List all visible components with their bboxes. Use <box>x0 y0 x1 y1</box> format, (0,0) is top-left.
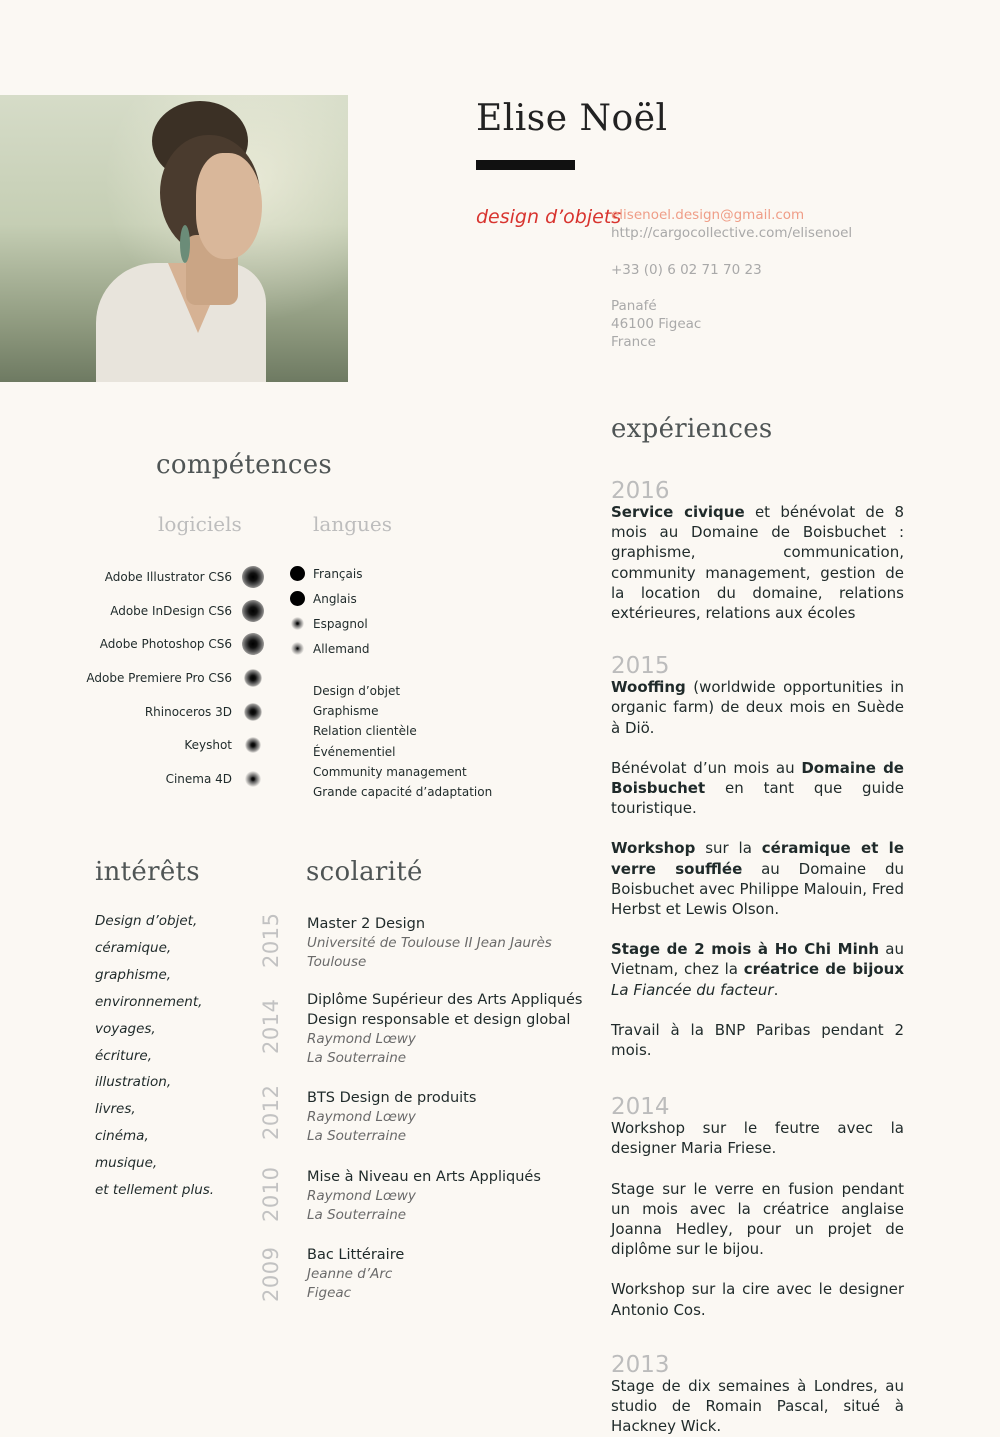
education-degree: Design responsable et design global <box>307 1012 571 1028</box>
experience-entry <box>611 677 904 738</box>
experience-year: 2014 <box>611 1094 670 1121</box>
skill-level-dot-icon <box>291 642 304 655</box>
entry-text: (worldwide opportunities in organic farm) de deux mois en Suède à Diö. <box>611 678 904 737</box>
highlight-text: Workshop <box>611 839 696 858</box>
software-label: Keyshot <box>184 738 232 753</box>
software-label: Adobe InDesign CS6 <box>110 603 232 618</box>
software-level <box>240 627 266 661</box>
education-degree: Bac Littéraire <box>307 1247 405 1263</box>
skill-level-dot-icon <box>291 617 304 630</box>
skill-level-dot-icon <box>242 566 264 588</box>
education-school: Université de Toulouse II Jean Jaurès <box>307 935 552 951</box>
education-year-label: 2010 <box>259 1166 283 1222</box>
education-school: Raymond Lœwy <box>307 1188 416 1204</box>
highlight-text: créatrice de bijoux <box>743 960 904 979</box>
language-level <box>288 566 306 581</box>
skill-item: Relation clientèle <box>313 724 417 739</box>
education-year-label: 2015 <box>259 912 283 968</box>
education-school: Jeanne d’Arc <box>307 1266 393 1282</box>
education-city: La Souterraine <box>307 1050 407 1066</box>
interest-item: illustration, <box>95 1074 172 1091</box>
language-item <box>288 586 370 611</box>
interest-item: cinéma, <box>95 1128 149 1145</box>
education-city: La Souterraine <box>307 1128 407 1144</box>
entry-text: La Fiancée du facteur <box>611 980 774 999</box>
photo-earring <box>180 225 190 263</box>
paragraph-spacer <box>611 818 904 838</box>
software-item <box>60 695 232 729</box>
highlight-text: Service civique <box>611 503 745 521</box>
language-label: Allemand <box>313 641 370 656</box>
software-item <box>60 594 232 628</box>
software-list <box>60 560 232 796</box>
profile-photo <box>0 95 348 382</box>
software-label: Adobe Illustrator CS6 <box>104 569 232 584</box>
entry-text: au Vietnam, chez la <box>611 940 904 979</box>
experience-year: 2016 <box>611 478 670 504</box>
skill-level-dot-icon <box>244 669 262 687</box>
email-link[interactable]: elisenoel.design@gmail.com <box>611 207 805 223</box>
entry-text: Stage de dix semaines à Londres, au studio de Romain Pascal, situé à Hackney Wick. <box>611 1376 904 1436</box>
language-level <box>288 617 306 630</box>
skill-level-dot-icon <box>290 591 305 606</box>
subsection-title-langues: langues <box>313 512 392 536</box>
job-title: design d’objets <box>476 206 622 228</box>
education-year-label: 2014 <box>259 998 283 1054</box>
contact-block <box>611 206 852 352</box>
skill-item: Événementiel <box>313 744 396 759</box>
section-title-scolarite: scolarité <box>306 857 423 887</box>
interest-item: voyages, <box>95 1020 156 1037</box>
skill-item: Design d’objet <box>313 684 401 698</box>
person-name: Elise Noël <box>476 98 668 139</box>
experience-entry <box>611 838 904 919</box>
software-level <box>240 695 266 729</box>
year-block-spacer <box>611 623 904 653</box>
skill-level-dot-icon <box>245 771 261 787</box>
experience-entry <box>611 1020 904 1060</box>
interest-item: écriture, <box>95 1047 153 1064</box>
interest-item: céramique, <box>95 939 172 956</box>
skill-item: Community management <box>313 764 467 779</box>
skill-level-dot-icon <box>242 600 264 622</box>
entry-text: Workshop sur la cire avec le designer Antonio Cos. <box>611 1280 904 1319</box>
software-level <box>240 762 266 796</box>
education-degree: Mise à Niveau en Arts Appliqués <box>307 1169 541 1185</box>
entry-text: Stage sur le verre en fusion pendant un mois avec la créatrice anglaise Joanna Hedley, pour un projet de diplôme sur le bijou. <box>611 1179 904 1259</box>
education-degree: Diplôme Supérieur des Arts Appliqués <box>307 992 583 1008</box>
address-line: Panafé <box>611 297 657 314</box>
website-link[interactable]: http://cargocollective.com/elisenoel <box>611 225 853 242</box>
entry-text: et bénévolat de 8 mois au Domaine de Boisbuchet : graphisme, communication, community management, gestion de la location du domaine, relations extérieures, relations aux écoles <box>611 503 904 623</box>
software-item <box>60 728 232 762</box>
skill-level-dot-icon <box>245 737 261 753</box>
section-title-competences: compétences <box>156 450 333 480</box>
experience-year: 2013 <box>611 1351 670 1378</box>
phone-number: +33 (0) 6 02 71 70 23 <box>611 261 762 278</box>
education-degree: BTS Design de produits <box>307 1090 477 1106</box>
year-block-spacer <box>611 1060 904 1094</box>
entry-text: Travail à la BNP Paribas pendant 2 mois. <box>611 1020 904 1060</box>
software-item <box>60 762 232 796</box>
interests-list <box>95 908 214 1204</box>
interest-item: livres, <box>95 1101 136 1118</box>
entry-text: sur la <box>695 839 762 858</box>
section-title-experiences: expériences <box>611 414 773 444</box>
education-year-label: 2009 <box>259 1246 283 1302</box>
skill-level-dot-icon <box>244 703 262 721</box>
year-block-spacer <box>611 1320 904 1352</box>
software-label: Cinema 4D <box>165 771 232 786</box>
software-level <box>240 560 266 594</box>
language-item <box>288 636 370 661</box>
education-item <box>307 1245 404 1303</box>
education-city: La Souterraine <box>307 1207 407 1223</box>
language-item <box>288 611 370 636</box>
soft-skills-list <box>313 681 492 802</box>
experience-entry <box>611 939 904 1000</box>
software-item <box>60 560 232 594</box>
paragraph-spacer <box>611 1259 904 1279</box>
software-level-dots <box>240 560 266 796</box>
software-level <box>240 594 266 628</box>
paragraph-spacer <box>611 919 904 939</box>
education-item <box>307 1088 476 1146</box>
interest-item: graphisme, <box>95 966 172 983</box>
education-item <box>307 914 552 972</box>
skill-level-dot-icon <box>290 566 305 581</box>
software-item <box>60 627 232 661</box>
education-degree: Master 2 Design <box>307 916 426 932</box>
education-school: Raymond Lœwy <box>307 1031 416 1047</box>
skill-level-dot-icon <box>242 633 264 655</box>
interest-item: musique, <box>95 1155 158 1172</box>
language-level <box>288 591 306 606</box>
address-line: France <box>611 334 656 351</box>
interest-item: Design d’objet, <box>95 913 198 929</box>
software-label: Rhinoceros 3D <box>144 704 232 719</box>
software-level <box>240 728 266 762</box>
software-level <box>240 661 266 695</box>
highlight-text: Wooffing <box>611 678 686 697</box>
experience-year: 2015 <box>611 653 670 680</box>
experience-entry <box>611 1376 904 1437</box>
highlight-text: Stage de 2 mois à Ho Chi Minh <box>611 940 880 959</box>
experience-entry <box>611 502 904 623</box>
experience-entry <box>611 1118 904 1158</box>
education-year-label: 2012 <box>259 1084 283 1140</box>
education-school: Raymond Lœwy <box>307 1109 416 1125</box>
education-item <box>307 1167 541 1225</box>
experience-entry <box>611 1279 904 1319</box>
address-line: 46100 Figeac <box>611 316 702 333</box>
language-label: Anglais <box>313 591 357 606</box>
skill-item: Graphisme <box>313 704 379 719</box>
paragraph-spacer <box>611 1000 904 1020</box>
software-label: Adobe Premiere Pro CS6 <box>86 670 232 685</box>
language-label: Français <box>313 566 363 581</box>
highlight-text: Domaine de Boisbuchet <box>611 758 904 798</box>
experience-entry <box>611 1179 904 1260</box>
entry-text: en tant que guide touristique. <box>611 779 904 818</box>
language-level <box>288 642 306 655</box>
photo-face <box>196 153 262 259</box>
paragraph-spacer <box>611 738 904 758</box>
education-city: Toulouse <box>307 954 367 970</box>
language-list <box>288 561 370 661</box>
entry-text: Workshop sur le feutre avec la designer Maria Friese. <box>611 1119 904 1158</box>
experience-list <box>611 478 904 1437</box>
paragraph-spacer <box>611 1159 904 1179</box>
entry-text: . <box>773 980 779 999</box>
name-underline-bar <box>476 160 575 170</box>
entry-text: Bénévolat d’un mois au <box>611 758 802 777</box>
highlight-text: céramique et le verre soufflée <box>611 839 904 878</box>
software-label: Adobe Photoshop CS6 <box>99 637 232 652</box>
education-item <box>307 990 582 1068</box>
entry-text: au Domaine du Boisbuchet avec Philippe Malouin, Fred Herbst et Lewis Olson. <box>611 859 904 919</box>
software-item <box>60 661 232 695</box>
language-label: Espagnol <box>313 616 368 631</box>
language-item <box>288 561 370 586</box>
subsection-title-logiciels: logiciels <box>158 512 242 536</box>
interest-item: environnement, <box>95 993 203 1010</box>
skill-item: Grande capacité d’adaptation <box>313 785 493 800</box>
education-city: Figeac <box>307 1285 352 1301</box>
interest-item: et tellement plus. <box>95 1182 215 1199</box>
experience-entry <box>611 758 904 819</box>
section-title-interets: intérêts <box>95 857 200 887</box>
